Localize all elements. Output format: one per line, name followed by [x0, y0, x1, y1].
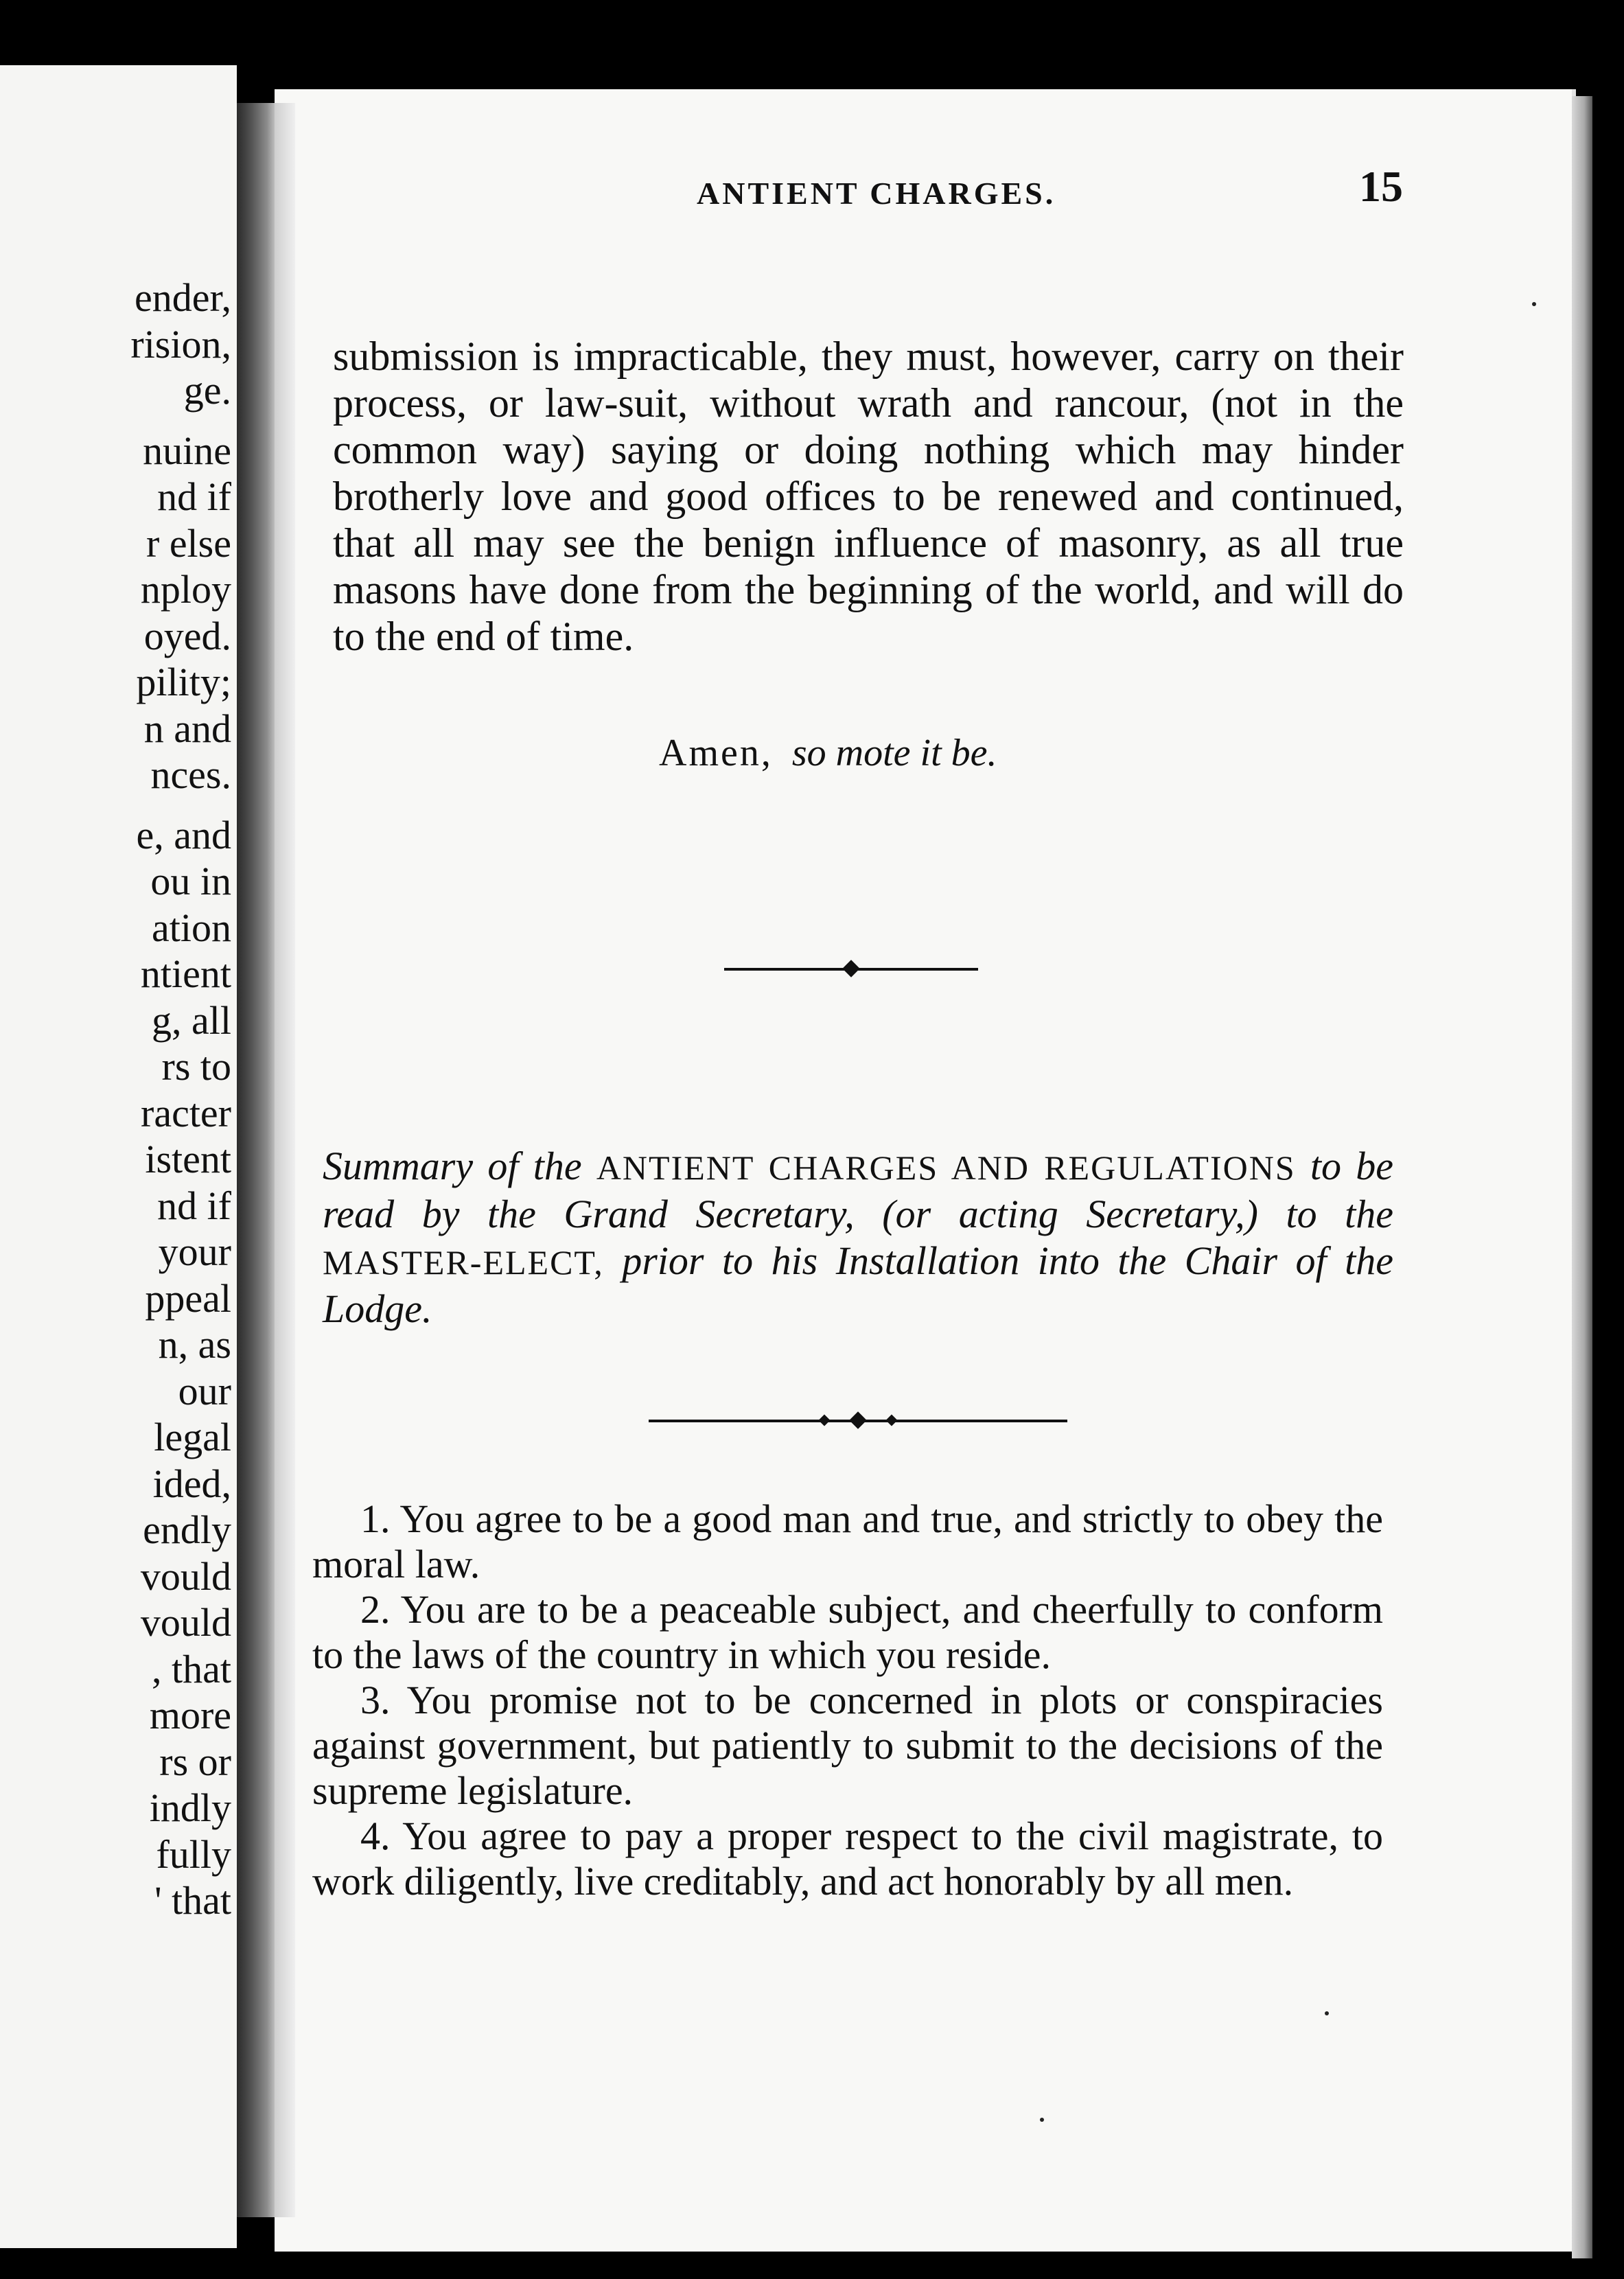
summary-installation: prior to his Installation into the Chair of the Lodge. [323, 1238, 1393, 1331]
left-page-fragment: istent [145, 1137, 231, 1181]
left-page-fragment: ' that [154, 1878, 231, 1923]
charge-item: 3. You promise not to be concerned in plots or conspiracies against government, but patiently to submit to the decisions of the supreme legislature. [312, 1678, 1383, 1813]
charge-item: 2. You are to be a peaceable subject, and cheerfully to conform to the laws of the country in which you reside. [312, 1587, 1383, 1677]
amen-rest: so mote it be. [791, 732, 997, 774]
left-page-fragment: ge. [183, 368, 231, 413]
book-gutter [237, 103, 275, 2217]
left-page-fragment: your [158, 1229, 231, 1274]
left-page-fragment: ppeal [145, 1275, 231, 1321]
charge-item: 4. You agree to pay a proper respect to the civil magistrate, to work diligently, live creditably, and act honorably by all men. [312, 1814, 1383, 1904]
charges-list [312, 1496, 1383, 1904]
left-page-fragment: ou in [150, 859, 231, 903]
ink-speck [1325, 2011, 1329, 2015]
left-page-fragment: fully [156, 1831, 231, 1877]
ornamental-rule-top [724, 968, 978, 971]
ornamental-rule-bottom [649, 1420, 1067, 1422]
left-page-fragment: rision, [130, 321, 231, 367]
left-page-fragment: vould [140, 1600, 231, 1645]
left-page-fragment: rs or [159, 1739, 231, 1784]
left-page-fragment: nd if [157, 1183, 231, 1228]
left-page-fragment: nploy [140, 567, 231, 612]
left-page-fragment: ation [152, 905, 231, 950]
left-page-fragment: r else [146, 520, 231, 566]
amen-word: Amen, [659, 732, 773, 774]
left-page-fragment: legal [154, 1415, 231, 1459]
left-page-fragment: endly [143, 1507, 231, 1552]
left-page-fragment: more [149, 1693, 231, 1737]
summary-heading [323, 1143, 1393, 1332]
summary-intro: Summary of the [323, 1144, 582, 1188]
running-header: ANTIENT CHARGES. [697, 176, 1056, 211]
summary-master-elect: MASTER-ELECT, [323, 1243, 604, 1282]
left-page-fragment: rs to [161, 1044, 231, 1089]
left-page-fragment: e, and [136, 812, 231, 857]
ink-speck [1040, 2118, 1044, 2122]
body-paragraph: submission is impracticable, they must, however, carry on their process, or law-suit, without wrath and rancour, (not in the common way) saying or doing nothing which may hinder brotherly love and good offices to be renewed and continued, that all may see the benign influence of masonry, as all true masons have done from the beginning of the world, and will do to the end of time. [333, 334, 1404, 659]
summary-read-by: to be read by the Grand Secretary, (or acting Secretary,) to the [323, 1144, 1393, 1236]
summary-charges-title: ANTIENT CHARGES AND REGULATIONS [596, 1148, 1296, 1187]
left-page-fragment: n and [143, 706, 231, 751]
left-page-fragment: nces. [150, 752, 231, 797]
page-edge [1572, 96, 1592, 2258]
left-page-fragment: nd if [157, 474, 231, 519]
left-page-fragment: our [178, 1368, 231, 1413]
left-page-fragment: g, all [152, 997, 231, 1043]
left-page-fragment: ided, [152, 1461, 231, 1506]
ink-speck [1532, 302, 1536, 306]
page-number: 15 [1359, 162, 1403, 211]
left-page-fragment: indly [149, 1785, 231, 1830]
left-page-fragment: nuine [143, 428, 231, 473]
charge-item: 1. You agree to be a good man and true, and strictly to obey the moral law. [312, 1496, 1383, 1586]
gutter-shadow [275, 103, 295, 2217]
left-page-fragment: , that [152, 1646, 231, 1691]
left-page-fragment: pility; [136, 660, 231, 704]
amen-line [659, 731, 997, 775]
left-facing-page [0, 65, 237, 2248]
left-page-fragment: vould [140, 1553, 231, 1599]
left-page-fragment: ntient [140, 951, 231, 996]
left-page-fragment: n, as [158, 1322, 231, 1367]
left-page-fragment: racter [141, 1090, 231, 1135]
left-page-fragment: oyed. [143, 613, 231, 658]
left-page-fragment: ender, [135, 275, 231, 320]
